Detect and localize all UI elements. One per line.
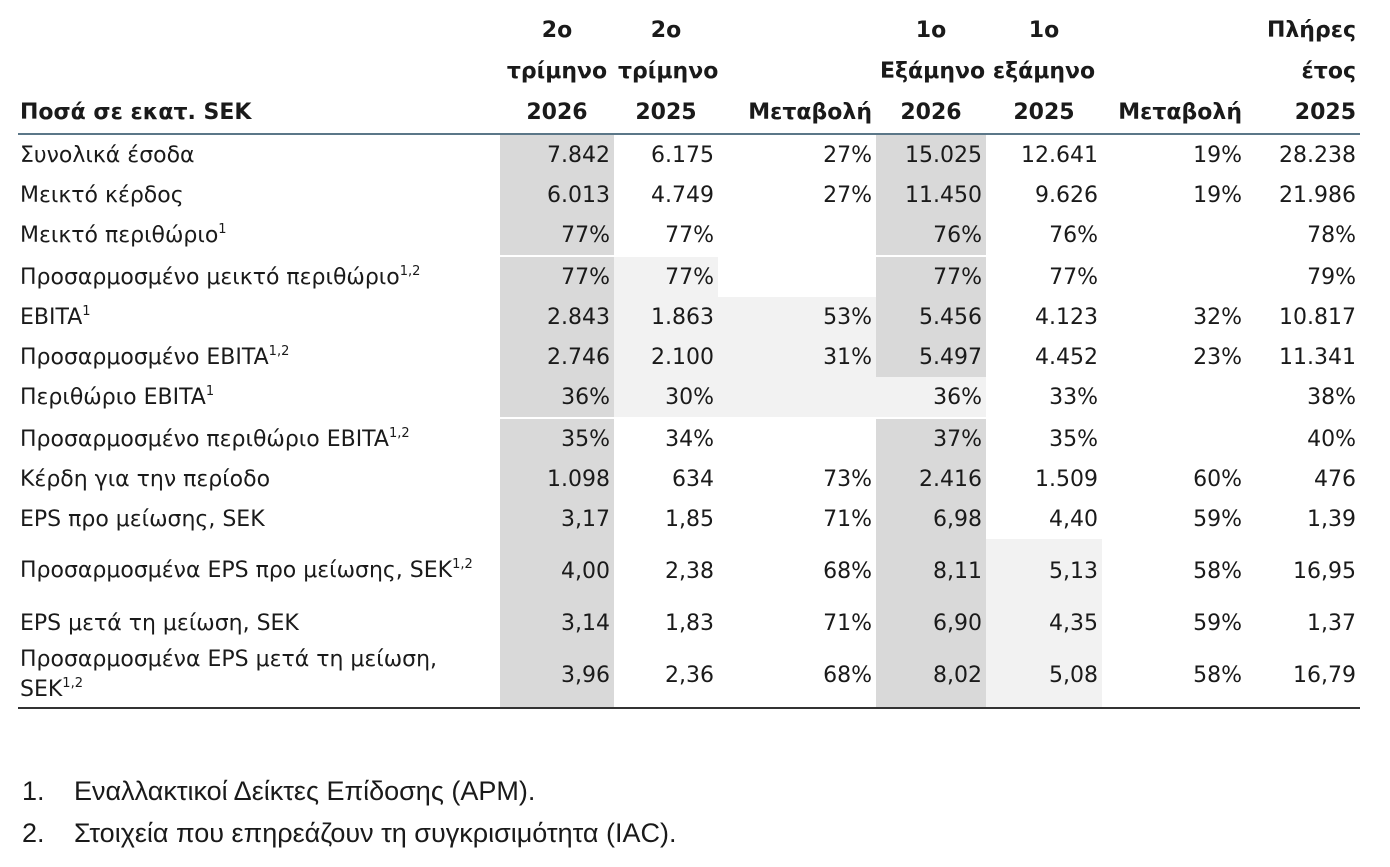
cell-change-q [718,215,876,256]
table-row [18,603,1360,643]
cell-change-h: 58% [1193,558,1242,584]
cell-change-q: 71% [823,610,872,636]
cell-h1-2025: 4,35 [986,603,1102,643]
cell-q2-2025: 77% [614,256,718,297]
cell-h1-2025: 1.509 [1035,466,1098,492]
cell-h1-2026: 8,11 [876,539,986,603]
cell-full-year: 16,95 [1293,558,1356,584]
cell-full-year: 11.341 [1279,344,1356,370]
row-label: Προσαρμοσμένα EPS προ μείωσης, SEK$^{1,2}$ [20,557,473,583]
cell-change-h: 32% [1193,304,1242,330]
cell-h1-2026: 6,90 [876,603,986,643]
cell-q2-2026: 3,17 [500,499,614,539]
footnote-item [22,812,677,854]
cell-h1-2025: 76% [1049,222,1098,248]
cell-full-year: 1,37 [1307,610,1356,636]
cell-change-q: 53% [718,297,876,337]
cell-change-q: 68% [823,662,872,688]
cell-full-year: 38% [1307,384,1356,410]
cell-q2-2026: 7.842 [500,134,614,175]
cell-change-q: 68% [823,558,872,584]
cell-q2-2025: 34% [665,426,714,452]
cell-change-h [1102,377,1246,418]
footnote-text: Στοιχεία που επηρεάζουν τη συγκρισιμότητα (IAC). [74,817,677,848]
cell-change-h: 60% [1193,466,1242,492]
header-h1-2025: 1ο εξάμηνο 2025 [992,18,1096,125]
cell-change-q: 73% [823,466,872,492]
cell-change-q [718,377,876,418]
row-label: Προσαρμοσμένα EPS μετά τη μείωση, SEK$^{1,2}$ [20,647,438,702]
cell-q2-2026: 2.843 [500,297,614,337]
row-label: Κέρδη για την περίοδο [20,466,271,492]
row-label: Περιθώριο EBITA$^1$ [20,383,215,410]
table-row [18,377,1360,418]
cell-h1-2025: 12.641 [1021,142,1098,168]
row-label: Προσαρμοσμένο μεικτό περιθώριο$^{1,2}$ [20,263,421,290]
header-row [18,10,1360,134]
cell-full-year: 40% [1307,426,1356,452]
footnote-number: 2. [22,817,45,848]
row-label: EBITA$^1$ [20,303,91,330]
table-row [18,643,1360,708]
row-label: EPS προ μείωσης, SEK [20,506,265,532]
footnote-number: 1. [22,775,45,806]
cell-q2-2026: 2.746 [500,337,614,377]
row-label: Μεικτό κέρδος [20,182,184,208]
cell-q2-2026: 35% [500,418,614,459]
cell-change-h: 19% [1193,142,1242,168]
cell-h1-2026: 36% [876,377,986,418]
cell-q2-2025: 1,83 [665,610,714,636]
cell-change-h [1102,256,1246,297]
header-full-year-2025: Πλήρες έτος 2025 [1266,18,1356,125]
cell-q2-2026: 77% [500,215,614,256]
table-row [18,459,1360,499]
footnotes [22,770,677,854]
cell-h1-2026: 15.025 [876,134,986,175]
cell-h1-2026: 37% [876,418,986,459]
table-row [18,175,1360,215]
cell-change-h [1102,215,1246,256]
cell-h1-2025: 33% [1049,384,1098,410]
header-h1-2026: 1ο Εξάμηνο 2026 [880,18,986,125]
row-label: Μεικτό περιθώριο$^1$ [20,221,227,248]
cell-change-q: 31% [718,337,876,377]
cell-h1-2026: 76% [876,215,986,256]
table-row [18,499,1360,539]
cell-h1-2025: 4.452 [1035,344,1098,370]
cell-h1-2026: 2.416 [876,459,986,499]
cell-change-q: 71% [823,506,872,532]
cell-q2-2025: 4.749 [651,182,714,208]
cell-full-year: 10.817 [1279,304,1356,330]
header-change-q: Μεταβολή [748,100,872,125]
table-row [18,134,1360,175]
header-label: Ποσά σε εκατ. SEK [20,100,252,125]
cell-q2-2025: 6.175 [651,142,714,168]
cell-change-h [1102,418,1246,459]
financial-summary-table [18,10,1360,709]
cell-q2-2026: 36% [500,377,614,418]
table-row [18,297,1360,337]
cell-full-year: 79% [1307,264,1356,290]
cell-h1-2026: 5.497 [876,337,986,377]
cell-q2-2025: 2,36 [665,662,714,688]
cell-change-q [718,256,876,297]
cell-change-h: 19% [1193,182,1242,208]
cell-h1-2026: 11.450 [876,175,986,215]
cell-q2-2026: 3,14 [500,603,614,643]
cell-h1-2025: 77% [1049,264,1098,290]
cell-h1-2026: 5.456 [876,297,986,337]
table-row [18,337,1360,377]
cell-h1-2025: 5,08 [986,643,1102,708]
table-row [18,539,1360,603]
cell-full-year: 28.238 [1279,142,1356,168]
footnote-text: Εναλλακτικοί Δείκτες Επίδοσης (APM). [74,775,536,806]
row-label: EPS μετά τη μείωση, SEK [20,610,299,636]
cell-h1-2025: 5,13 [986,539,1102,603]
cell-q2-2025: 1.863 [614,297,718,337]
cell-q2-2025: 30% [614,377,718,418]
cell-h1-2026: 6,98 [876,499,986,539]
cell-q2-2026: 77% [500,256,614,297]
cell-full-year: 476 [1314,466,1356,492]
cell-q2-2026: 6.013 [500,175,614,215]
footnote-item [22,770,677,812]
cell-h1-2025: 35% [1049,426,1098,452]
cell-full-year: 21.986 [1279,182,1356,208]
cell-q2-2026: 3,96 [500,643,614,708]
cell-q2-2025: 77% [665,222,714,248]
cell-full-year: 1,39 [1307,506,1356,532]
header-change-h: Μεταβολή [1118,100,1242,125]
cell-q2-2025: 634 [672,466,714,492]
cell-q2-2025: 1,85 [665,506,714,532]
row-label: Προσαρμοσμένο περιθώριο EBITA$^{1,2}$ [20,425,410,452]
table-row [18,418,1360,459]
row-label: Συνολικά έσοδα [20,142,195,168]
header-q2-2026: 2ο τρίμηνο 2026 [506,18,608,125]
cell-full-year: 16,79 [1293,662,1356,688]
cell-h1-2025: 9.626 [1035,182,1098,208]
cell-q2-2026: 1.098 [500,459,614,499]
cell-change-h: 59% [1193,506,1242,532]
cell-change-h: 23% [1193,344,1242,370]
cell-full-year: 78% [1307,222,1356,248]
cell-change-q: 27% [823,142,872,168]
cell-q2-2025: 2,38 [665,558,714,584]
cell-change-q [718,418,876,459]
row-label: Προσαρμοσμένο EBITA$^{1,2}$ [20,343,290,370]
cell-change-q: 27% [823,182,872,208]
cell-h1-2026: 77% [876,256,986,297]
header-q2-2025: 2ο τρίμηνο 2025 [618,18,719,125]
cell-q2-2026: 4,00 [500,539,614,603]
cell-h1-2025: 4,40 [1049,506,1098,532]
table-row [18,256,1360,297]
cell-change-h: 58% [1193,662,1242,688]
cell-h1-2025: 4.123 [1035,304,1098,330]
cell-q2-2025: 2.100 [614,337,718,377]
cell-change-h: 59% [1193,610,1242,636]
cell-h1-2026: 8,02 [876,643,986,708]
table-row [18,215,1360,256]
